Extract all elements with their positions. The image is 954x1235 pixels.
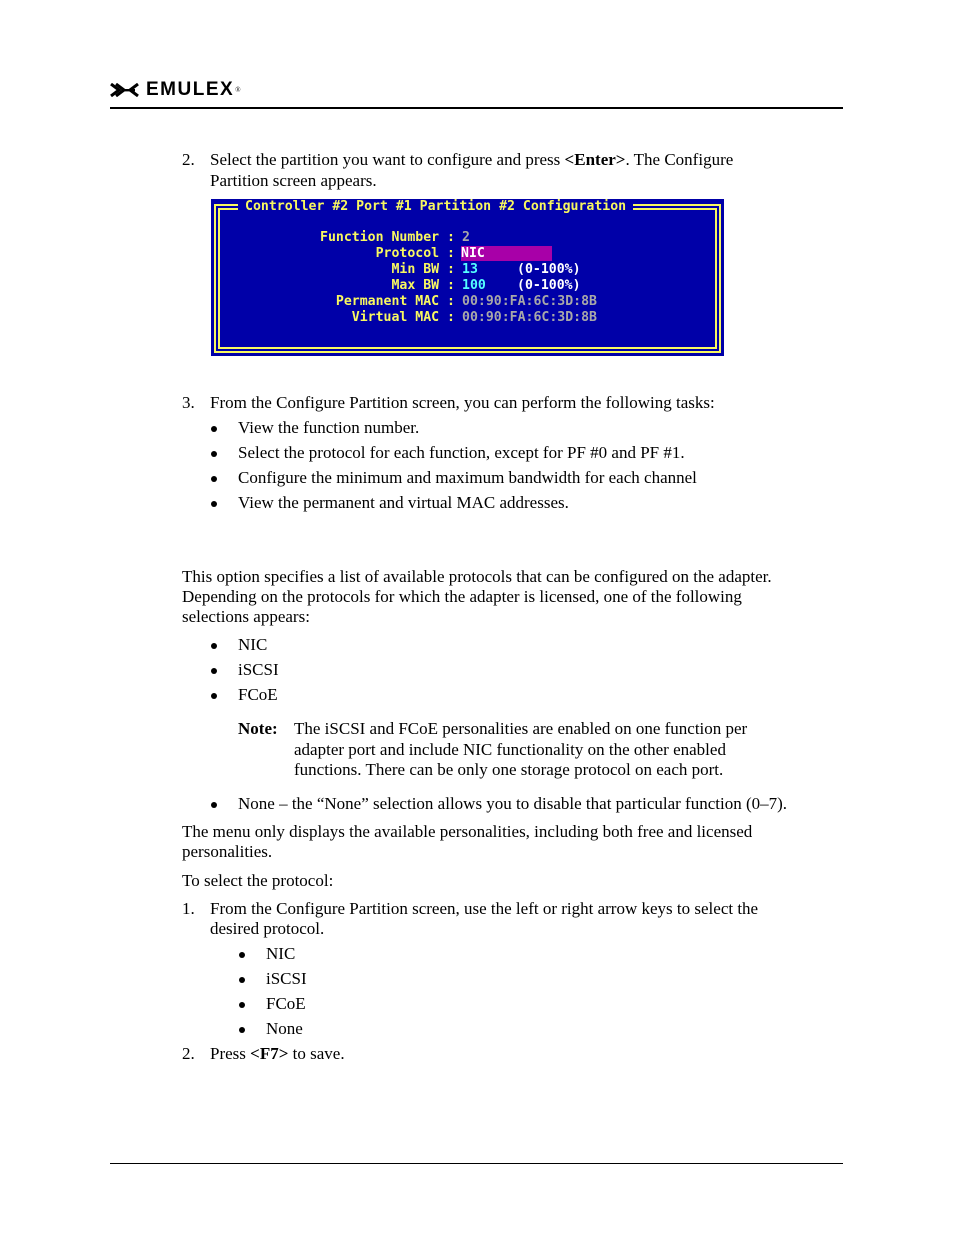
bullet-icon xyxy=(211,668,217,674)
max-bw-label: Max BW : xyxy=(391,278,455,293)
configure-partition-screenshot xyxy=(211,199,724,356)
emulex-logo-icon xyxy=(110,83,140,97)
list-item: Select the protocol for each function, except for PF #0 and PF #1. xyxy=(238,443,685,462)
paragraph-line: To select the protocol: xyxy=(182,871,334,890)
list-item: None xyxy=(266,1019,303,1038)
logo-text: EMULEX xyxy=(146,79,235,100)
max-bw-value[interactable]: 100 xyxy=(462,278,486,293)
note-text: The iSCSI and FCoE personalities are enabled on one function per xyxy=(294,719,748,738)
min-bw-value[interactable]: 13 xyxy=(462,262,478,277)
function-number-value: 2 xyxy=(462,230,470,245)
emulex-logo xyxy=(110,80,241,100)
bullet-icon xyxy=(211,643,217,649)
bullet-icon xyxy=(211,693,217,699)
bullet-icon xyxy=(239,1027,245,1033)
bullet-icon xyxy=(239,1002,245,1008)
bullet-icon xyxy=(211,802,217,808)
enter-key: <Enter> xyxy=(564,150,626,169)
bullet-icon xyxy=(239,977,245,983)
list-item: FCoE xyxy=(266,994,306,1013)
max-bw-range: (0-100%) xyxy=(517,278,581,293)
function-number-label: Function Number : xyxy=(320,230,455,245)
list-item: iSCSI xyxy=(266,969,307,988)
bullet-icon xyxy=(211,451,217,457)
note-label: Note: xyxy=(238,719,278,738)
note-text: adapter port and include NIC functionality on the other enabled xyxy=(294,740,726,759)
step-text: Press <F7> to save. xyxy=(210,1044,345,1063)
list-item: FCoE xyxy=(238,685,278,704)
step-number: 2. xyxy=(182,150,195,169)
min-bw-label: Min BW : xyxy=(391,262,455,277)
footer-rule xyxy=(110,1163,843,1164)
step-text: From the Configure Partition screen, use the left or right arrow keys to select the xyxy=(210,899,759,918)
bullet-icon xyxy=(211,501,217,507)
step-text-continued: Partition screen appears. xyxy=(210,171,377,190)
bullet-icon xyxy=(211,476,217,482)
step-number: 1. xyxy=(182,899,195,918)
step-number: 3. xyxy=(182,393,195,412)
list-item: NIC xyxy=(238,635,268,654)
permanent-mac-label: Permanent MAC : xyxy=(335,294,455,309)
logo-trademark: ® xyxy=(235,86,241,94)
bullet-icon xyxy=(239,952,245,958)
min-bw-range: (0-100%) xyxy=(517,262,581,277)
step-number: 2. xyxy=(182,1044,195,1063)
bullet-icon xyxy=(211,426,217,432)
virtual-mac-value: 00:90:FA:6C:3D:8B xyxy=(462,310,597,325)
list-item: View the permanent and virtual MAC addresses. xyxy=(238,493,569,512)
permanent-mac-value: 00:90:FA:6C:3D:8B xyxy=(462,294,597,309)
list-item: iSCSI xyxy=(238,660,279,679)
paragraph-line: personalities. xyxy=(182,842,273,861)
paragraph-line: selections appears: xyxy=(182,607,310,626)
header-rule xyxy=(110,107,843,109)
list-item: None – the “None” selection allows you to disable that particular function (0–7). xyxy=(238,794,788,813)
list-item: View the function number. xyxy=(238,418,420,437)
paragraph-line: The menu only displays the available personalities, including both free and licensed xyxy=(182,822,753,841)
list-item: Configure the minimum and maximum bandwidth for each channel xyxy=(238,468,697,487)
paragraph-line: Depending on the protocols for which the adapter is licensed, one of the following xyxy=(182,587,742,606)
note-text: functions. There can be only one storage protocol on each port. xyxy=(294,760,724,779)
step-text-continued: desired protocol. xyxy=(210,919,325,938)
paragraph-line: This option specifies a list of available protocols that can be configured on the adapter. xyxy=(182,567,772,586)
f7-key: <F7> xyxy=(250,1044,289,1063)
protocol-value[interactable]: NIC xyxy=(461,246,552,261)
list-item: NIC xyxy=(266,944,296,963)
step-text: From the Configure Partition screen, you can perform the following tasks: xyxy=(210,393,715,412)
virtual-mac-label: Virtual MAC : xyxy=(351,310,455,325)
protocol-label: Protocol : xyxy=(375,246,455,261)
step-text: Select the partition you want to configure and press <Enter>. The Configure xyxy=(210,150,734,169)
screen-title: Controller #2 Port #1 Partition #2 Configuration xyxy=(238,199,633,215)
